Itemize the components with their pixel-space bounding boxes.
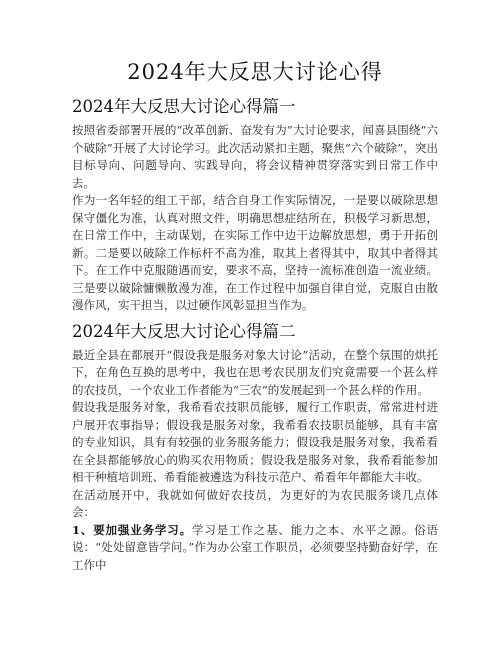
paragraph: 假设我是服务对象，我希看农技职员能够，履行工作职责，常常进村进户展开农事指导；假设我是服务对象，我希看农技职员能够，具有丰富的专业知识，具有有较强的业务服务能力；假设我是服务对象，我希看在全县都能够放心的购买农用物质；假设我是服务对象，我希看能参加相干种植培训班、希看能被遴选为科技示范户、希看年年都能大丰收。 bbox=[72, 400, 438, 484]
paragraph: 在活动展开中，我就如何做好农技员，为更好的为农民服务谈几点体会： bbox=[72, 487, 438, 519]
section-1 bbox=[72, 96, 438, 315]
numbered-lead: 1、要加强业务学习。 bbox=[72, 522, 192, 537]
document-title: 2024年大反思大讨论心得 bbox=[127, 60, 383, 84]
paragraph: 按照省委部署开展的“改革创新、奋发有为”大讨论要求，闻喜县围绕“六个破除”开展了大讨论学习。此次活动紧扣主题，聚焦“六个破除”，突出目标导向、问题导向、实践导向，将会议精神贯穿落实到日常工作中去。 bbox=[72, 123, 438, 190]
section-2 bbox=[72, 321, 438, 575]
numbered-text: 学习是工作之基、能力之本、水平之源。俗语说：“处处留意皆学问。”作为办公室工作职员，必须要坚持勤奋好学，在工作中 bbox=[72, 522, 438, 572]
paragraph: 作为一名年轻的组工干部，结合自身工作实际情况，一是要以破除思想保守僵化为准，认真对照文件，明确思想症结所在，积极学习新思想，在日常工作中，主动谋划，在实际工作中边干边解放思想，勇于开拓创新。二是要以破除工作标杆不高为准，取其上者得其中，取其中者得其下。在工作中克服随遇而安，要求不高，坚持一流标准创造一流业绩。三是要以破除慵懒散漫为准，在工作过程中加强自律自觉，克服自由散漫作风，实干担当，以过硬作风彰显担当作为。 bbox=[72, 193, 438, 312]
paragraph: 最近全县在都展开“假设我是服务对象大讨论”活动，在整个氛围的烘托下，在角色互换的思考中，我也在思考农民朋友们究竟需要一个甚么样的农技员，一个农业工作者能为“三农”的发展起到一个甚么样的作用。 bbox=[72, 347, 438, 397]
section-heading: 2024年大反思大讨论心得篇一 bbox=[72, 97, 296, 116]
numbered-paragraph bbox=[72, 522, 438, 575]
section-heading: 2024年大反思大讨论心得篇二 bbox=[72, 321, 296, 341]
